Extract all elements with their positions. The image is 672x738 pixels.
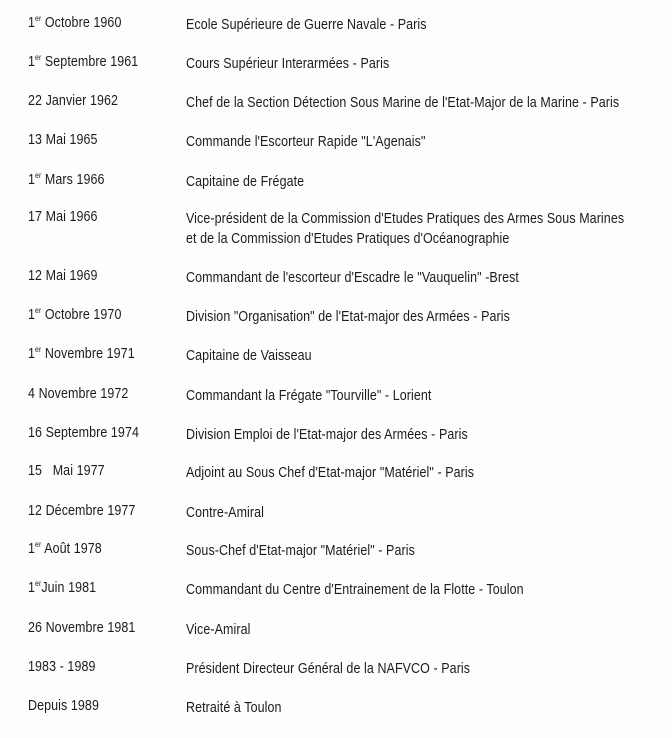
date-day: 15 Mai 1977 — [28, 463, 105, 479]
timeline-event — [186, 425, 650, 445]
timeline-date — [28, 93, 118, 109]
event-line: Vice-président de la Commission d'Etudes Pratiques des Armes Sous Marines — [186, 211, 625, 227]
date-month-year: Octobre 1960 — [41, 15, 122, 31]
event-line: Division Emploi de l'Etat-major des Armées - Paris — [186, 427, 468, 443]
event-line: Division "Organisation" de l'Etat-major des Armées - Paris — [186, 309, 510, 325]
event-line: Retraité à Toulon — [186, 700, 282, 716]
timeline-event — [186, 659, 650, 679]
date-day: 12 Décembre 1977 — [28, 503, 136, 519]
timeline-date — [28, 698, 99, 714]
event-line: Vice-Amiral — [186, 622, 251, 638]
timeline-date — [28, 15, 121, 31]
timeline-event — [186, 386, 650, 406]
event-line: Commandant la Frégate "Tourville" - Lorient — [186, 388, 432, 404]
timeline-date — [28, 541, 102, 557]
timeline-date — [28, 307, 121, 323]
event-line: Commande l'Escorteur Rapide "L'Agenais" — [186, 134, 426, 150]
timeline-date — [28, 620, 135, 636]
event-line: Adjoint au Sous Chef d'Etat-major "Matériel" - Paris — [186, 465, 475, 481]
timeline-event — [186, 307, 650, 327]
date-ordinal-suffix: er — [35, 306, 42, 315]
date-day: 22 Janvier 1962 — [28, 93, 119, 109]
date-ordinal-suffix: er — [35, 171, 42, 180]
date-day: 1 — [28, 346, 36, 362]
timeline-date — [28, 346, 135, 362]
date-ordinal-suffix: er — [35, 345, 42, 354]
date-day: 4 Novembre 1972 — [28, 386, 129, 402]
event-line: Capitaine de Frégate — [186, 174, 305, 190]
timeline-event — [186, 15, 650, 35]
date-ordinal-suffix: er — [35, 53, 42, 62]
timeline-event — [186, 132, 650, 152]
date-day: 1983 - 1989 — [28, 659, 96, 675]
date-day: 13 Mai 1965 — [28, 132, 98, 148]
date-ordinal-suffix: er — [35, 540, 42, 549]
timeline-event — [186, 93, 650, 113]
timeline-event — [186, 698, 650, 718]
timeline-event — [186, 346, 650, 366]
event-line: Contre-Amiral — [186, 505, 265, 521]
timeline-event — [186, 580, 650, 600]
event-line: Président Directeur Général de la NAFVCO - Paris — [186, 661, 471, 677]
date-ordinal-suffix: er — [35, 579, 42, 588]
timeline-event — [186, 503, 650, 523]
timeline-event — [186, 209, 650, 249]
timeline-date — [28, 386, 128, 402]
date-month-year: Août 1978 — [41, 541, 102, 557]
event-line: et de la Commission d'Etudes Pratiques d'Océanographie — [186, 231, 510, 247]
date-day: 1 — [28, 580, 36, 596]
date-month-year: Mars 1966 — [41, 172, 105, 188]
timeline-date — [28, 659, 96, 675]
timeline-date — [28, 463, 105, 479]
timeline-date — [28, 54, 138, 70]
timeline-date — [28, 425, 139, 441]
timeline-event — [186, 172, 650, 192]
event-line: Ecole Supérieure de Guerre Navale - Paris — [186, 17, 427, 33]
timeline-event — [186, 54, 650, 74]
timeline-date — [28, 172, 105, 188]
date-day: 16 Septembre 1974 — [28, 425, 140, 441]
date-ordinal-suffix: er — [35, 14, 42, 23]
date-day: 17 Mai 1966 — [28, 209, 98, 225]
event-line: Commandant du Centre d'Entrainement de la Flotte - Toulon — [186, 582, 524, 598]
event-line: Commandant de l'escorteur d'Escadre le "Vauquelin" -Brest — [186, 270, 519, 286]
event-line: Chef de la Section Détection Sous Marine de l'Etat-Major de la Marine - Paris — [186, 95, 620, 111]
event-line: Sous-Chef d'Etat-major "Matériel" - Paris — [186, 543, 415, 559]
timeline-event — [186, 268, 650, 288]
date-month-year: Novembre 1971 — [41, 346, 135, 362]
event-line: Cours Supérieur Interarmées - Paris — [186, 56, 390, 72]
date-month-year: Septembre 1961 — [41, 54, 139, 70]
date-day: Depuis 1989 — [28, 698, 99, 714]
timeline-event — [186, 620, 650, 640]
event-line: Capitaine de Vaisseau — [186, 348, 312, 364]
date-day: 1 — [28, 15, 36, 31]
timeline-event — [186, 463, 650, 483]
date-day: 12 Mai 1969 — [28, 268, 98, 284]
timeline-date — [28, 503, 135, 519]
timeline-date — [28, 209, 98, 225]
date-day: 1 — [28, 54, 36, 70]
date-day: 1 — [28, 541, 36, 557]
timeline-event — [186, 541, 650, 561]
timeline-date — [28, 268, 98, 284]
date-month-year: Juin 1981 — [41, 580, 97, 596]
date-day: 1 — [28, 172, 36, 188]
date-day: 1 — [28, 307, 36, 323]
date-day: 26 Novembre 1981 — [28, 620, 136, 636]
date-month-year: Octobre 1970 — [41, 307, 122, 323]
timeline-date — [28, 580, 96, 596]
timeline-date — [28, 132, 98, 148]
